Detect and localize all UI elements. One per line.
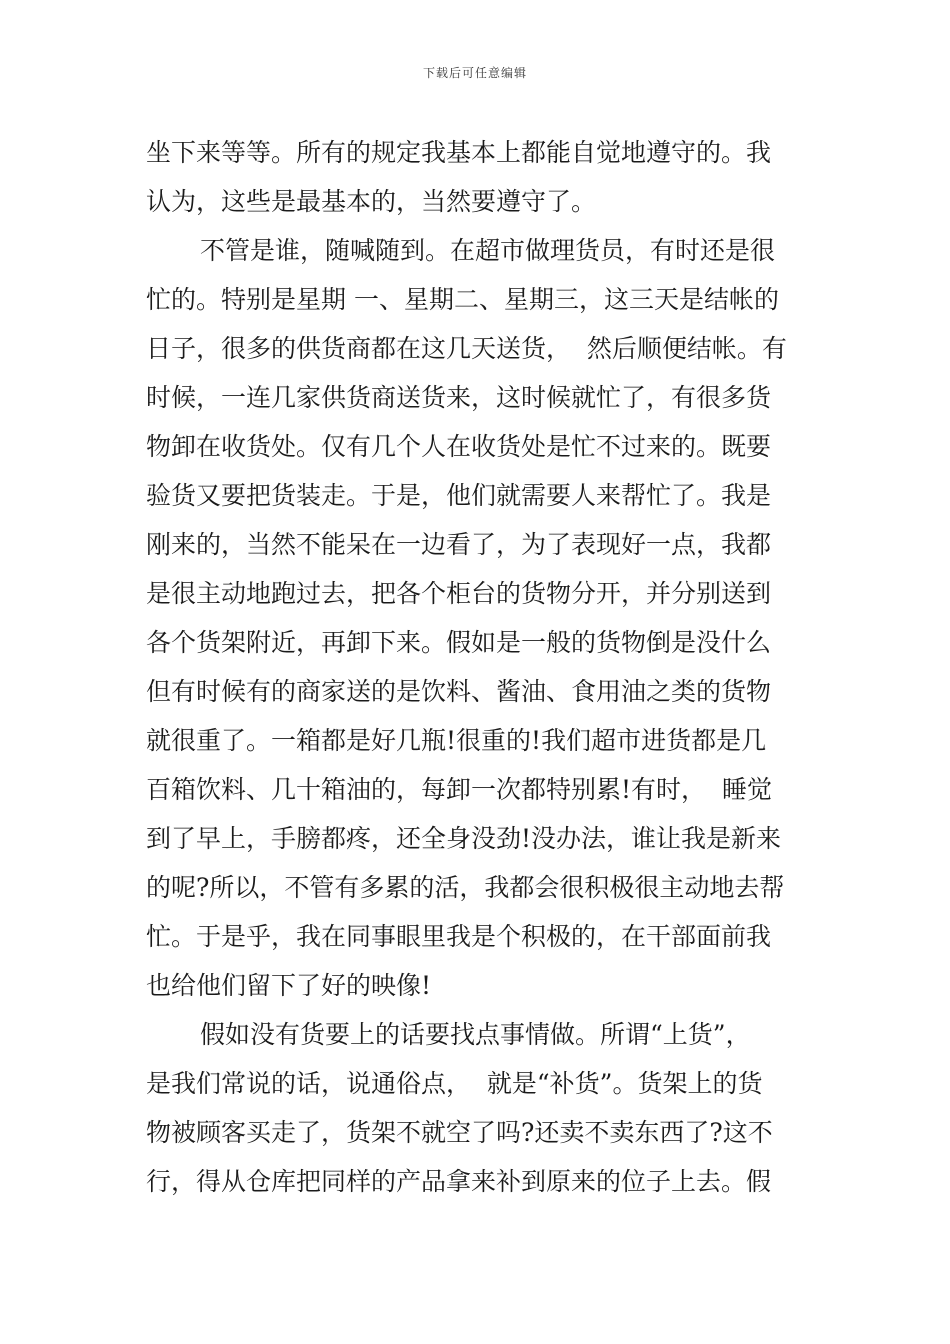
text-line: 的呢?所以，不管有多累的活，我都会很积极很主动地去帮: [146, 873, 785, 902]
text-line: 行，得从仓库把同样的产品拿来补到原来的位子上去。假: [146, 1167, 772, 1196]
text-line: 日子，很多的供货商都在这几天送货， 然后顺便结帐。有: [146, 334, 787, 363]
text-line: 物被顾客买走了，货架不就空了吗?还卖不卖东西了?这不: [146, 1118, 773, 1147]
text-line: 百箱饮料、几十箱油的，每卸一次都特别累!有时， 睡觉: [146, 775, 772, 804]
text-line: 刚来的，当然不能呆在一边看了，为了表现好一点，我都: [146, 530, 772, 559]
text-line: 到了早上，手膀都疼，还全身没劲!没办法，谁让我是新来: [146, 824, 782, 853]
document-body: [146, 128, 810, 1206]
text-line: 坐下来等等。所有的规定我基本上都能自觉地遵守的。我: [146, 138, 772, 167]
text-line: 物卸在收货处。仅有几个人在收货处是忙不过来的。既要: [146, 432, 772, 461]
text-line: 就很重了。一箱都是好几瓶!很重的!我们超市进货都是几: [146, 726, 767, 755]
text-line: 也给他们留下了好的映像!: [146, 971, 432, 1000]
text-line: 是很主动地跑过去，把各个柜台的货物分开，并分别送到: [146, 579, 772, 608]
text-line: 但有时候有的商家送的是饮料、酱油、食用油之类的货物: [146, 677, 772, 706]
text-line: 是我们常说的话，说通俗点， 就是“补货”。货架上的货: [146, 1069, 763, 1098]
text-line: 各个货架附近，再卸下来。假如是一般的货物倒是没什么: [146, 628, 772, 657]
text-line: 忙。于是乎，我在同事眼里我是个积极的，在干部面前我: [146, 922, 772, 951]
text-line: 验货又要把货装走。于是，他们就需要人来帮忙了。我是: [146, 481, 772, 510]
text-line: 忙的。特别是星期 一、星期二、星期三，这三天是结帐的: [146, 285, 779, 314]
text-line: 假如没有货要上的话要找点事情做。所谓“上货”，: [200, 1020, 751, 1049]
text-line: 认为，这些是最基本的，当然要遵守了。: [146, 187, 597, 216]
text-line: 时候，一连几家供货商送货来，这时候就忙了，有很多货: [146, 383, 772, 412]
page-header: 下载后可任意编辑: [422, 66, 527, 80]
text-line: 不管是谁，随喊随到。在超市做理货员，有时还是很: [200, 236, 776, 265]
